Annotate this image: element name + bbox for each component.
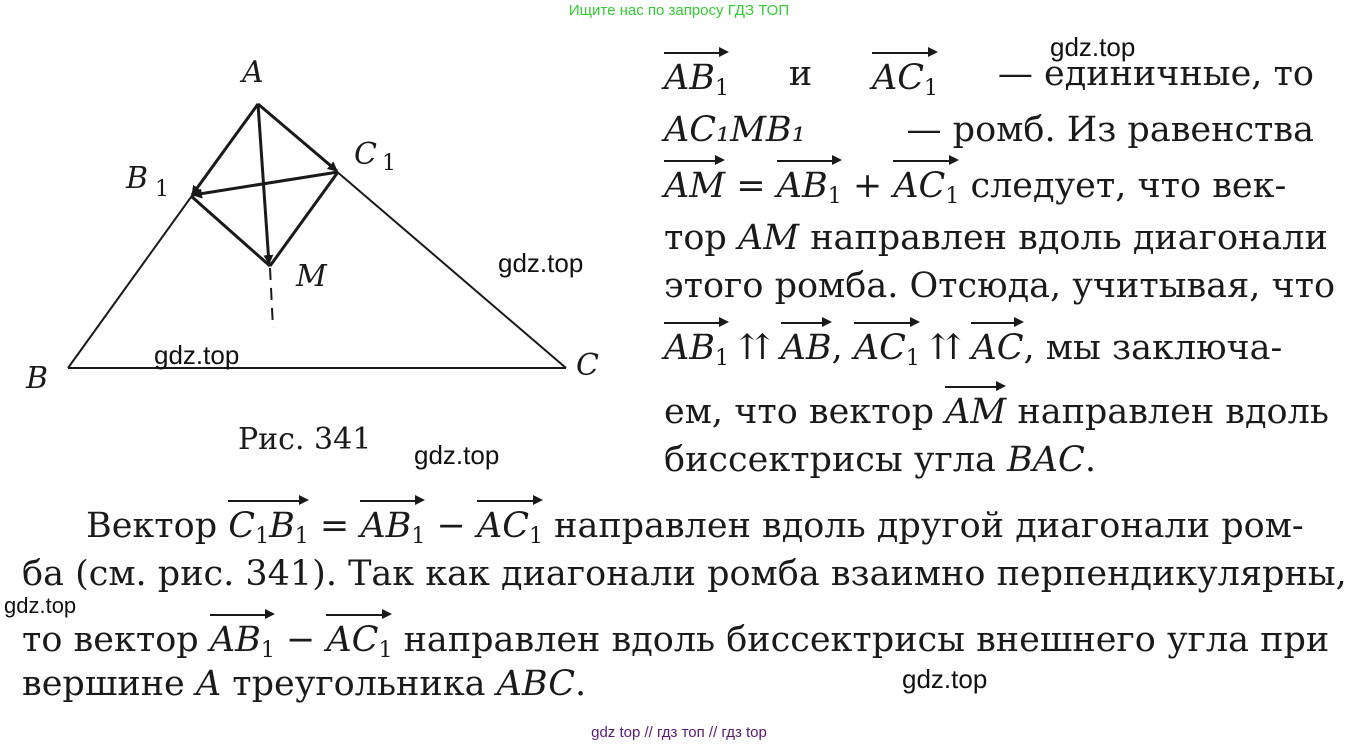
math-rhombus: AC₁MB₁ — [664, 110, 806, 150]
label-c1: C — [354, 137, 377, 172]
watermark: gdz.top — [154, 340, 240, 370]
label-b: B — [26, 361, 49, 396]
vector-ac1-text: $AC_1$ — [326, 614, 392, 673]
watermark: gdz.top — [1050, 32, 1136, 62]
bottom-line-4: вершине A треугольника ABC. — [22, 664, 587, 704]
vector-ac1-text: $AC_1$ — [854, 322, 920, 381]
text-line-5: этого ромба. Отсюда, учитывая, что — [664, 266, 1336, 306]
text-line-1 — [664, 52, 1314, 111]
text-line-3: AM = $AB_1 + AC_1$ следует, что век- — [664, 160, 1286, 219]
figure-341 — [20, 50, 620, 410]
bottom-line-3: то вектор $AB_1 - AC_1$ направлен вдоль биссектрисы внешнего угла при — [22, 614, 1329, 673]
vector-am-text: AM — [945, 386, 1006, 434]
vector-c1b1-text: $C_1B_1$ — [228, 500, 309, 559]
vector-ab-text: AB — [781, 322, 832, 370]
rhombus-side-b1m — [191, 196, 270, 266]
vector-ac1-text: $AC_1$ — [477, 500, 543, 559]
text-line-6: $AB_1$ ⇈ AB, $AC_1$ ⇈ AC, мы заключа- — [664, 322, 1282, 381]
bisector-dashed — [270, 268, 273, 328]
label-b1-sub: 1 — [155, 177, 169, 202]
vector-ac1-text: $AC_1$ — [893, 160, 959, 219]
vector-ac-text: AC — [971, 322, 1023, 370]
label-m: M — [296, 259, 327, 294]
vector-ab1-text: $AB_1$ — [360, 500, 425, 559]
search-banner: Ищите нас по запросу ГДЗ ТОП — [568, 2, 790, 19]
text-line-4: тор AM направлен вдоль диагонали — [664, 218, 1328, 258]
bottom-line-1: Вектор $C_1B_1 = AB_1 - AC_1$ направлен вдоль другой диагонали ром- — [86, 500, 1304, 559]
vector-ac1 — [258, 104, 337, 171]
word-and: и — [788, 54, 813, 94]
text-line-2 — [664, 108, 1314, 152]
watermark: gdz.top — [414, 440, 500, 470]
text: — единичные, то — [997, 54, 1314, 94]
vector-am-text: AM — [664, 160, 725, 208]
rhombus-side-c1m — [270, 172, 338, 266]
vector-ab1-text: $AB_1$ — [664, 322, 729, 381]
figure-caption: Рис. 341 — [238, 422, 372, 457]
vector-ab1-text: $AB_1$ — [777, 160, 842, 219]
bottom-line-2: ба (см. рис. 341). Так как диагонали ромба взаимно перпендикулярны, — [22, 554, 1347, 594]
label-c: C — [576, 348, 599, 383]
label-c1-sub: 1 — [382, 151, 396, 176]
vector-ab1-text: $AB_1$ — [210, 614, 275, 673]
vector-ac1-text: $AC_1$ — [872, 52, 938, 111]
label-b1: B — [126, 161, 149, 196]
text-line-8: биссектрисы угла BAC. — [664, 440, 1096, 480]
watermark: gdz.top — [4, 593, 77, 618]
vector-ab1 — [192, 104, 258, 195]
watermark: gdz.top — [902, 664, 988, 694]
text-line-7: ем, что вектор AM направлен вдоль — [664, 386, 1329, 434]
watermark: gdz.top — [498, 248, 584, 278]
label-a: A — [242, 55, 264, 90]
text: — ромб. Из равенства — [906, 110, 1314, 150]
footer-links: gdz top // гдз топ // гдз top — [591, 724, 767, 741]
vector-ab1-text: $AB_1$ — [664, 52, 729, 111]
